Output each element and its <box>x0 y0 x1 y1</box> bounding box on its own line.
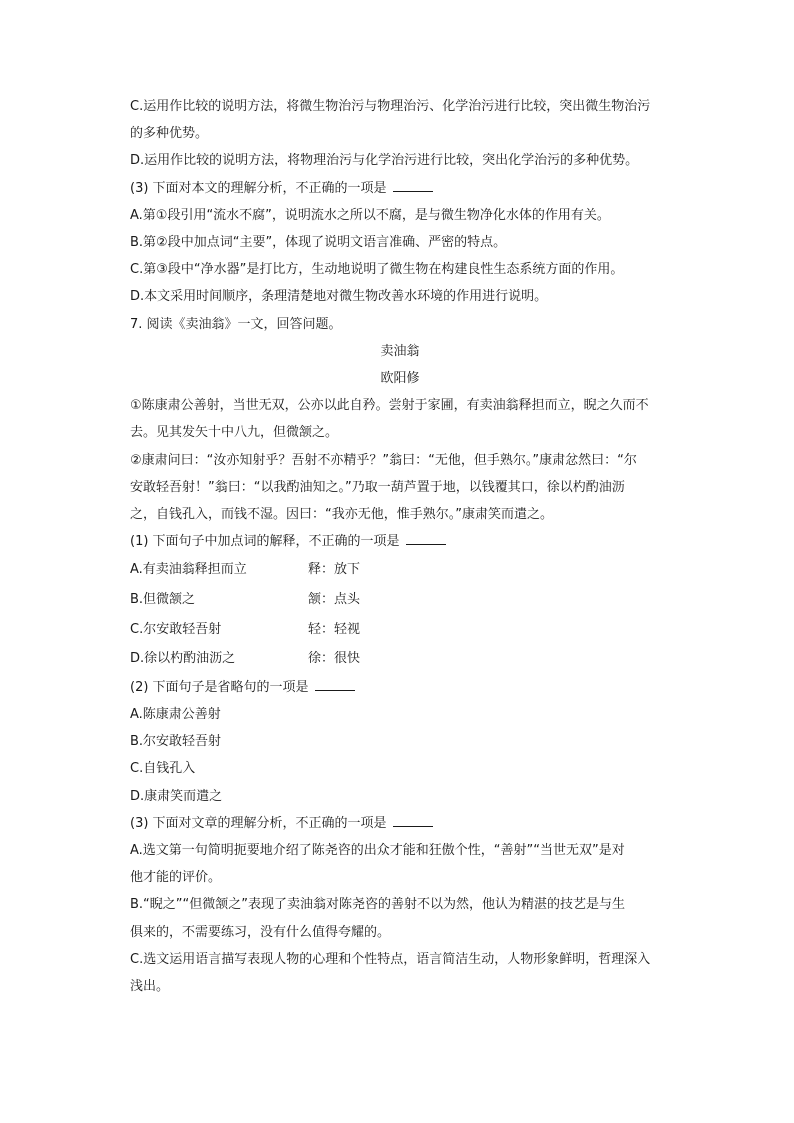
q7-sub3-option-a-line1: A.选文第一句简明扼要地介绍了陈尧咨的出众才能和狂傲个性，“善射”“当世无双”是对 <box>130 843 625 859</box>
q7-sub3-option-c-line2: 浅出。 <box>130 979 170 995</box>
q7-sub2-option-a: A.陈康肃公善射 <box>130 707 221 723</box>
passage-author: 欧阳修 <box>380 371 420 387</box>
q7-sub2-stem: (2) 下面句子是省略句的一项是 <box>130 674 670 701</box>
q7-sub1-option-c: C.尔安敢轻吾射 轻：轻视 <box>130 621 361 637</box>
q7-sub1-option-b: B.但微颔之 颔：点头 <box>130 592 361 608</box>
answer-blank[interactable] <box>315 676 355 691</box>
q7-sub3-stem: (3) 下面对文章的理解分析，不正确的一项是 <box>130 810 670 837</box>
passage-p1-line1: ①陈康肃公善射，当世无双，公亦以此自矜。尝射于家圃，有卖油翁释担而立，睨之久而不 <box>130 398 649 414</box>
q7-sub3-option-b-line1: B.“睨之”“但微颔之”表现了卖油翁对陈尧咨的善射不以为然，他认为精湛的技艺是与生 <box>130 897 625 913</box>
q6-option-c-line1: C.运用作比较的说明方法，将微生物治污与物理治污、化学治污进行比较，突出微生物治污 <box>130 99 651 114</box>
q7-sub2-option-c: C.自钱孔入 <box>130 761 196 777</box>
q6-sub3-stem: (3) 下面对本文的理解分析，不正确的一项是 <box>130 175 670 202</box>
q7-sub3-option-a-line2: 他才能的评价。 <box>130 870 222 886</box>
passage-p2-line2: 安敢轻吾射！”翁曰：“以我酌油知之。”乃取一葫芦置于地，以钱覆其口，徐以杓酌油沥 <box>130 479 625 495</box>
passage-title: 卖油翁 <box>380 343 420 359</box>
q7-sub2-option-d: D.康肃笑而遣之 <box>130 788 223 804</box>
q7-sub1-option-d: D.徐以杓酌油沥之 徐：很快 <box>130 651 361 667</box>
answer-blank[interactable] <box>406 530 446 545</box>
page-content <box>130 93 670 1000</box>
q7-sub1-stem: (1) 下面句子中加点词的解释，不正确的一项是 <box>130 528 670 555</box>
q6-sub3-option-c: C.第③段中“净水器”是打比方，生动地说明了微生物在构建良性生态系统方面的作用。 <box>130 262 624 278</box>
q6-sub3-option-b: B.第②段中加点词“主要”，体现了说明文语言准确、严密的特点。 <box>130 235 507 251</box>
q6-sub3-option-d: D.本文采用时间顺序，条理清楚地对微生物改善水环境的作用进行说明。 <box>130 289 548 305</box>
answer-blank[interactable] <box>393 812 433 827</box>
q7-intro: 7. 阅读《卖油翁》一文，回答问题。 <box>130 316 342 332</box>
q7-sub2-option-b: B.尔安敢轻吾射 <box>130 734 222 750</box>
q7-sub3-option-c-line1: C.选文运用语言描写表现人物的心理和个性特点，语言简洁生动，人物形象鲜明，哲理深入 <box>130 951 651 967</box>
passage-p1-line2: 去。见其发矢十中八九，但微颔之。 <box>130 425 339 441</box>
answer-blank[interactable] <box>393 177 433 192</box>
q6-option-d: D.运用作比较的说明方法，将物理治污与化学治污进行比较，突出化学治污的多种优势。 <box>130 153 639 169</box>
passage-p2-line1: ②康肃问曰：“汝亦知射乎？吾射不亦精乎？”翁曰：“无他，但手熟尔。”康肃忿然曰：“尔 <box>130 452 637 468</box>
passage-p2-line3: 之，自钱孔入，而钱不湿。因曰：“我亦无他，惟手熟尔。”康肃笑而遣之。 <box>130 507 553 523</box>
q6-sub3-option-a: A.第①段引用“流水不腐”，说明流水之所以不腐，是与微生物净化水体的作用有关。 <box>130 207 610 223</box>
q7-sub3-option-b-line2: 俱来的，不需要练习，没有什么值得夸耀的。 <box>130 924 391 940</box>
q6-option-c-line2: 的多种优势。 <box>130 126 209 142</box>
q7-sub1-option-a: A.有卖油翁释担而立 释：放下 <box>130 562 361 578</box>
